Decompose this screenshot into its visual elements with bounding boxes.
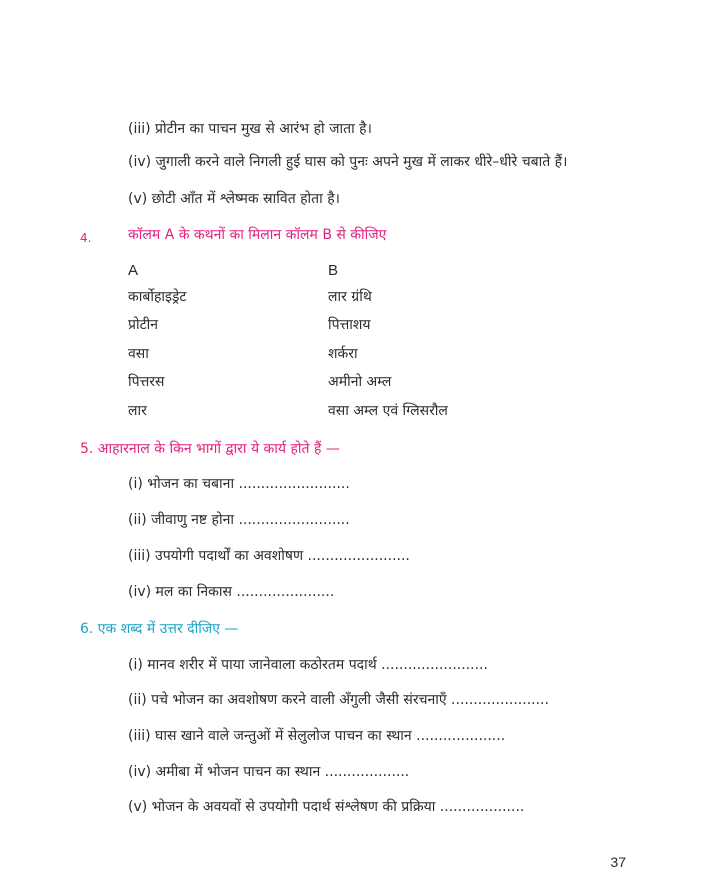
q6-item-iv: (iv) अमीबा में भोजन पाचन का स्थान ................... (128, 764, 410, 780)
q5-item-iv: (iv) मल का निकास ...................... (128, 584, 335, 600)
q6-item-ii: (ii) पचे भोजन का अवशोषण करने वाली अँगुली जैसी संरचनाएँ ...................... (128, 692, 549, 708)
q6-item-iii: (iii) घास खाने वाले जन्तुओं में सेलुलोज पाचन का स्थान .................... (128, 728, 506, 744)
match-row-3-a: वसा (128, 346, 149, 362)
q5-item-iii: (iii) उपयोगी पदार्थों का अवशोषण ....................... (128, 548, 410, 564)
match-row-1-a: कार्बोहाइड्रेट (128, 289, 187, 305)
column-b-header: B (328, 262, 339, 279)
q4-heading: कॉलम A के कथनों का मिलान कॉलम B से कीजिए (128, 227, 387, 243)
page-number: 37 (610, 854, 626, 870)
match-row-5-b: वसा अम्ल एवं ग्लिसरौल (328, 403, 448, 419)
column-a-header: A (128, 262, 139, 279)
q5-item-i: (i) भोजन का चबाना ......................... (128, 476, 350, 492)
match-row-4-b: अमीनो अम्ल (328, 374, 392, 390)
match-row-1-b: लार ग्रंथि (328, 289, 372, 305)
match-row-3-b: शर्करा (328, 346, 358, 362)
match-row-2-b: पित्ताशय (328, 317, 371, 333)
q6-heading: 6. एक शब्द में उत्तर दीजिए — (80, 621, 239, 637)
q3-item-iv: (iv) जुगाली करने वाले निगली हुई घास को पुनः अपने मुख में लाकर धीरे–धीरे चबाते हैं। (128, 154, 568, 170)
q5-heading: 5. आहारनाल के किन भागों द्वारा ये कार्य होते हैं — (80, 441, 340, 457)
q3-item-iii: (iii) प्रोटीन का पाचन मुख से आरंभ हो जाता है। (128, 121, 372, 137)
match-row-5-a: लार (128, 403, 147, 419)
q3-item-v: (v) छोटी आँत में श्लेष्मक स्रावित होता है। (128, 191, 340, 207)
q6-item-v: (v) भोजन के अवयवों से उपयोगी पदार्थ संश्लेषण की प्रक्रिया ................... (128, 799, 525, 815)
match-row-2-a: प्रोटीन (128, 317, 159, 333)
q4-number: 4. (80, 231, 92, 245)
match-row-4-a: पित्तरस (128, 374, 165, 390)
q6-item-i: (i) मानव शरीर में पाया जानेवाला कठोरतम पदार्थ ........................ (128, 657, 488, 673)
q5-item-ii: (ii) जीवाणु नष्ट होना ......................... (128, 512, 350, 528)
